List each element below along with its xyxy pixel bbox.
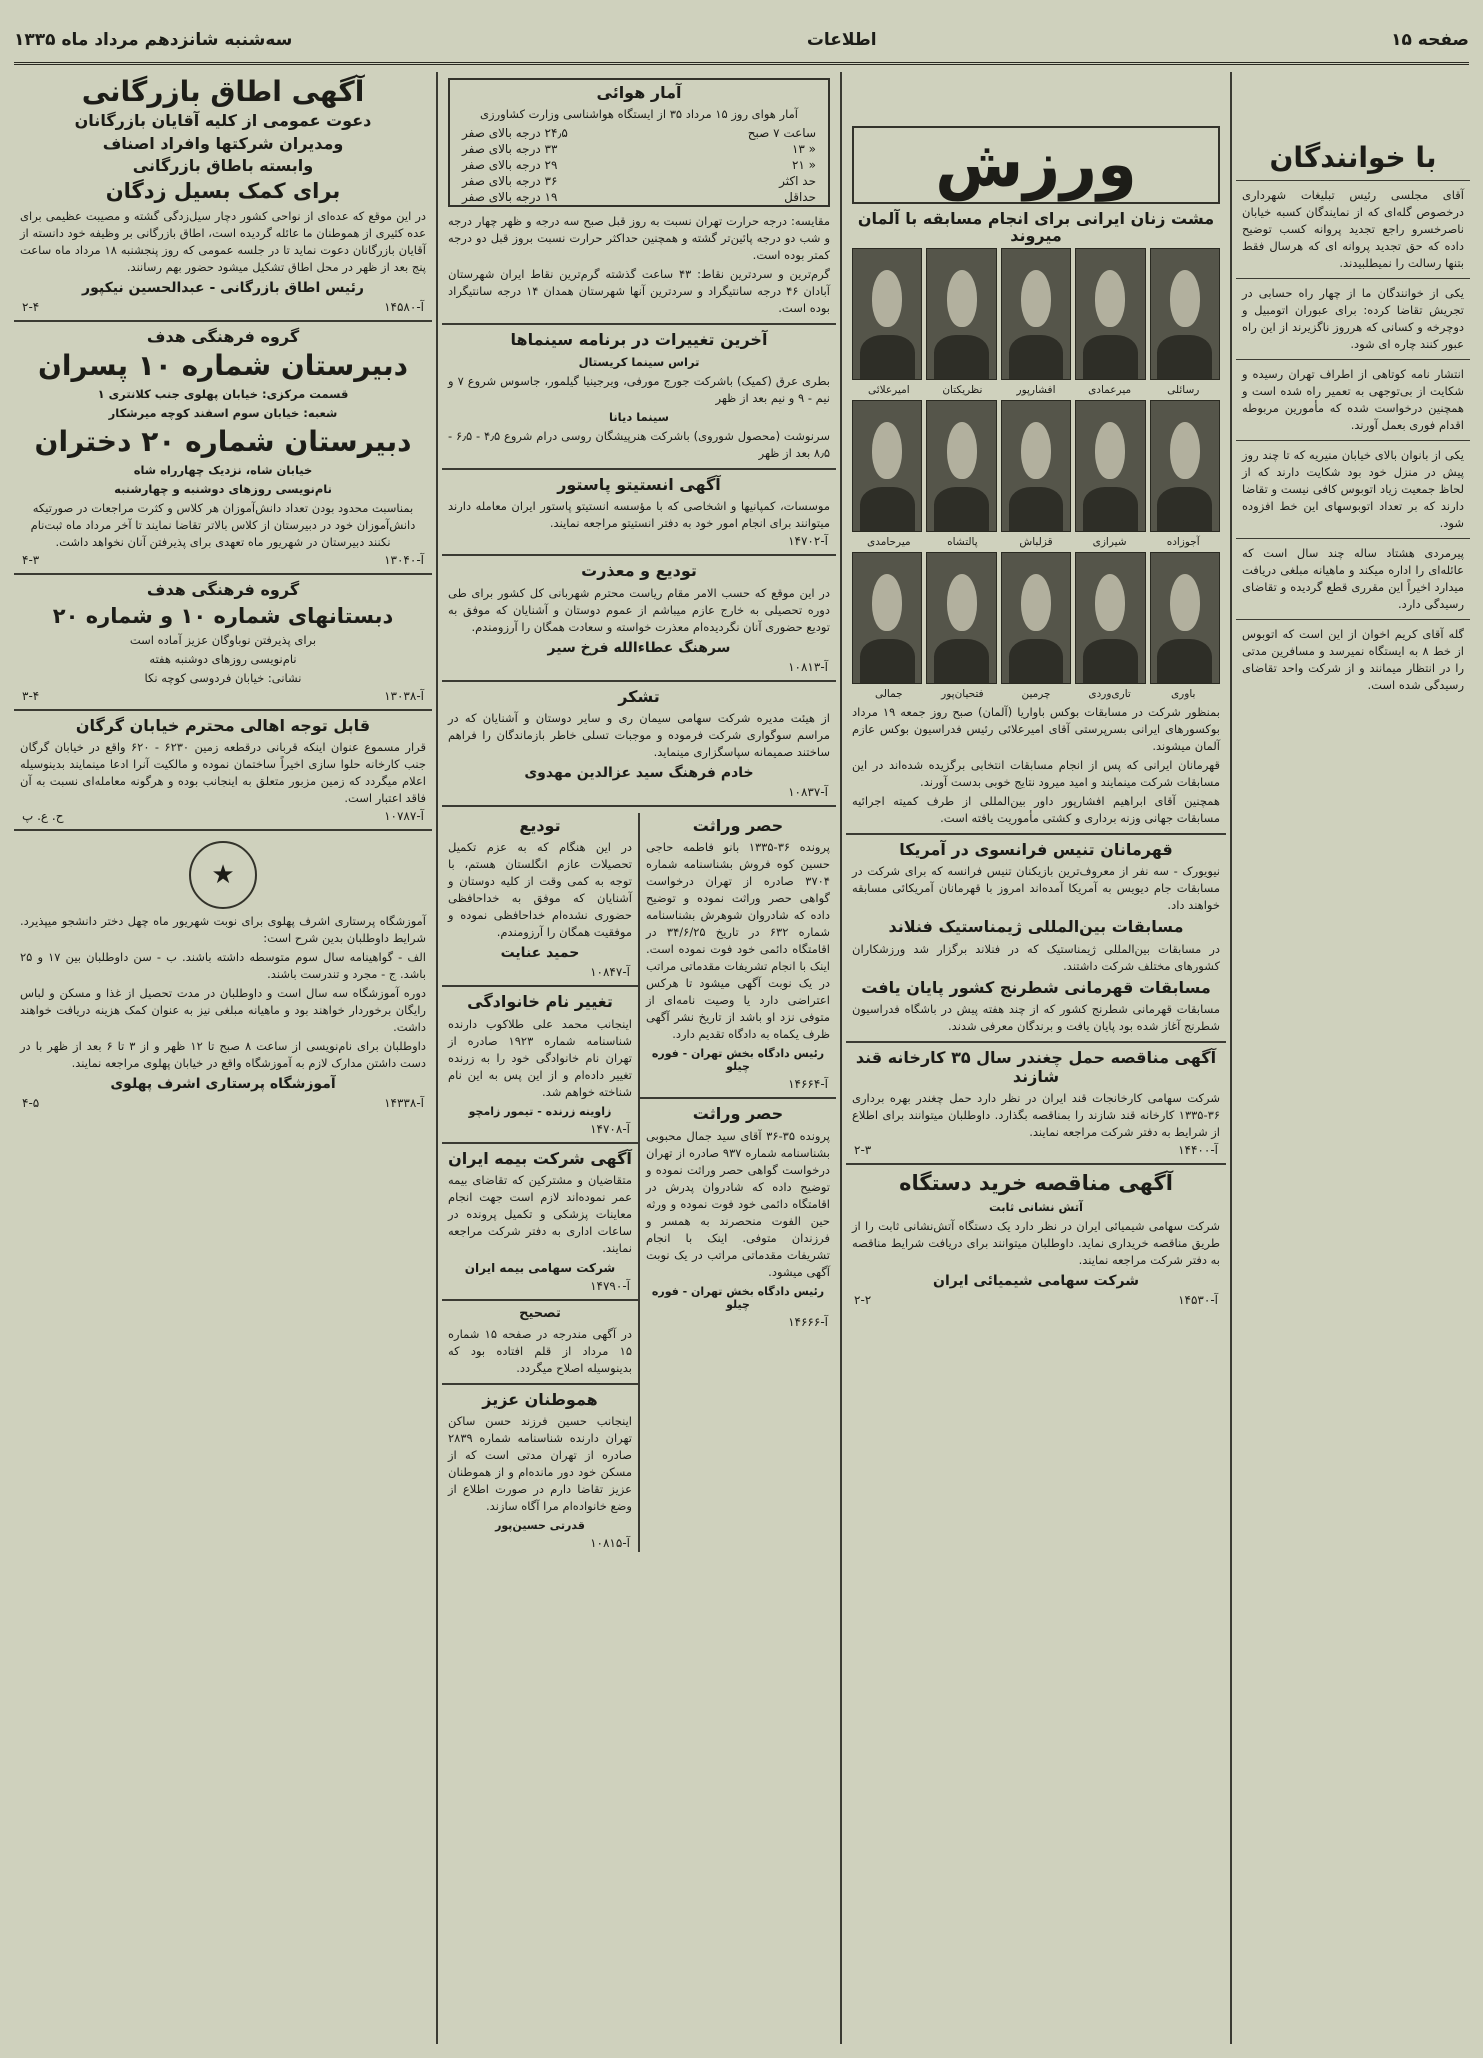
- cinema-name: سینما دیانا: [609, 409, 669, 424]
- boxer-photo: [1075, 552, 1145, 684]
- tennis-body: نیویورک - سه نفر از معروف‌ترین بازیکنان تنیس فرانسه که برای شرکت در مسابقات جام دیویس به آمریکا آمده‌اند امروز با قهرمانان آمریکائی مسابقه خواهند داد.: [852, 864, 1220, 913]
- ad-run: ۳-۴: [22, 688, 40, 703]
- boxer-name: میرحامدی: [866, 536, 911, 548]
- boxer-photo: [1075, 248, 1145, 380]
- sugar-tender-body: شرکت سهامی کارخانجات قند ایران در نظر دارد حمل چغندر بهره برداری ۳۶-۱۳۳۵ کارخانه قند شازند را بمناقصه بگذارد. داوطلبان میتوانند برای اطلاع از شرایط به دفتر شرکت مراجعه نمایند.: [852, 1090, 1220, 1139]
- gorgan-heading: قابل توجه اهالی محترم خیابان گرگان: [75, 715, 371, 735]
- school-address: شعبه: خیابان سوم اسفند کوچه میرشکار: [108, 406, 338, 421]
- cinema-program: بطری عرق (کمیک) باشرکت جورج مورفی، ویرجینیا گیلمور، جاسوس شروع ۷ و نیم - ۹ و نیم بعد از ظهر: [448, 373, 830, 405]
- gorgan-signature: ح. ع. پ: [22, 809, 64, 824]
- ad-run: ۲-۲: [854, 1293, 872, 1308]
- cinema-program: سرنوشت (محصول شوروی) باشرکت هنرپیشگان روسی درام شروع ۴٫۵ - ۶٫۵ - ۸٫۵ بعد از ظهر: [448, 428, 830, 460]
- boxer-name: پالتشاه: [947, 536, 978, 548]
- boxer-photos-row-3: [852, 552, 1220, 684]
- weather-row: « ۱۳ ۳۳ درجه بالای صفر: [462, 142, 816, 157]
- boxer-photo: [1075, 400, 1145, 532]
- boxer-name: میرعمادی: [1088, 384, 1132, 396]
- readers-item: یکی از بانوان بالای خیابان منیریه که تا چند روز پیش در منزل خود بود شکایت دارند که از لحاظ جمعیت زیاد اتوبوس کافی نیست و تقاضا دارند که بر تعداد اتوبوسهای این خط افزوده شود.: [1242, 448, 1464, 531]
- nursing-body: دوره آموزشگاه سه سال است و داوطلبان در مدت تحصیل از غذا و مسکن و لباس رایگان برخوردار خواهند بود و ماهیانه مبلغی نیز به عنوان کمک هزینه دریافت خواهند داشت.: [20, 986, 426, 1035]
- chamber-line: ومدیران شرکتها وافراد اصناف: [102, 133, 344, 153]
- boxer-photo: [852, 552, 922, 684]
- chess-heading: مسابقات قهرمانی شطرنج کشور پایان یافت: [861, 977, 1211, 997]
- chamber-heading: آگهی اطاق بازرگانی: [81, 75, 365, 108]
- hometown-signature: قدرتی حسین‌پور: [495, 1519, 585, 1533]
- ad-code: آ-۱۴۷۰۲: [788, 534, 828, 549]
- primary-school-line: نشانی: خیابان فردوسی کوچه نکا: [144, 670, 302, 685]
- device-tender-heading: آگهی مناقصه خرید دستگاه: [899, 1170, 1173, 1195]
- hometown-body: اینجانب حسین فرزند حسن ساکن تهران دارنده شناسنامه شماره ۲۸۳۹ صادره از تهران مدتی است که از مسکن خود دور مانده‌ام و از هموطنان عزیز تقاضا دارم در صورت اطلاع از وضع خانواده‌ام مرا آگاه سازند.: [448, 1414, 632, 1514]
- namechange-signature: زاوینه زرنده - تیمور زامچو: [468, 1104, 612, 1118]
- weather-row: حد اکثر ۳۶ درجه بالای صفر: [462, 174, 816, 189]
- boxer-name: تاری‌وردی: [1088, 688, 1131, 700]
- ad-code: آ-۱۳۰۳۸: [384, 688, 424, 703]
- sports-body: قهرمانان ایرانی که پس از انجام مسابقات انتخابی برگزیده شده‌اند در این مسابقات شرکت مینمایند و امید میرود نتایج خوبی بدست آورند.: [852, 758, 1220, 789]
- boxer-photo: [1001, 248, 1071, 380]
- weather-compare: مقایسه: درجه حرارت تهران نسبت به روز قبل صبح سه درجه و ظهر چهار درجه و شب دو درجه پائین‌تر گشته و همچنین حداکثر حرارت نسبت بروز قبل دو درجه کمتر بوده است.: [448, 214, 830, 263]
- nursing-signature: آموزشگاه پرستاری اشرف پهلوی: [110, 1076, 336, 1093]
- readers-item: آقای مجلسی رئیس تبلیغات شهرداری درخصوص گله‌ای که از نمایندگان کسبه خیابان ناصرخسرو راجع تجدید پروانه کسب توضیح داده که حق تجدید پروانه ای که هرسال فقط بتنها رسالت را نمیطلبیدند.: [1242, 188, 1464, 271]
- school-name: دبیرستان شماره ۱۰ پسران: [38, 348, 408, 382]
- ad-code: آ-۱۰۸۱۳: [788, 659, 828, 674]
- issue-date: سه‌شنبه شانزدهم مرداد ماه ۱۳۳۵: [14, 30, 293, 50]
- chamber-cause: برای کمک بسیل زدگان: [105, 179, 341, 204]
- notices-subcolumn-right: [640, 813, 836, 1553]
- boxer-name: آجوزاده: [1166, 536, 1200, 548]
- ad-code: آ-۱۰۸۳۷: [788, 784, 828, 799]
- boxer-photo: [926, 248, 996, 380]
- device-tender-body: شرکت سهامی شیمیائی ایران در نظر دارد یک دستگاه آتش‌نشانی ثابت را از طریق مناقصه خریداری نماید. داوطلبان میتوانند برای دریافت شرایط مناقصه به دفتر شرکت مراجعه نمایند.: [852, 1219, 1220, 1268]
- weather-row: حداقل ۱۹ درجه بالای صفر: [462, 190, 816, 205]
- chamber-signature: رئیس اطاق بازرگانی - عبدالحسین نیکپور: [82, 279, 364, 296]
- finland-body: در مسابقات بین‌المللی ژیمناستیک که در فنلاند برگزار شد ورزشکاران کشورهای مختلف شرکت داشتند.: [852, 941, 1220, 973]
- boxer-name: شیرازی: [1092, 536, 1127, 548]
- boxer-photos-row-1: [852, 248, 1220, 380]
- device-tender-signature: شرکت سهامی شیمیائی ایران: [933, 1273, 1139, 1290]
- farewell-heading: تودیع و معذرت: [581, 561, 697, 581]
- boxer-photo: [926, 552, 996, 684]
- insurance-heading: آگهی شرکت بیمه ایران: [448, 1148, 632, 1168]
- ad-run: ۲-۴: [22, 299, 40, 314]
- school-registration: نام‌نویسی روزهای دوشنبه و چهارشنبه: [114, 482, 332, 497]
- ad-run: ۲-۳: [854, 1142, 872, 1157]
- page-header: [14, 18, 1469, 65]
- readers-column: [1236, 72, 1470, 2044]
- ad-run: ۴-۵: [22, 1096, 40, 1111]
- ad-code: آ-۱۴۴۰۰: [1178, 1142, 1218, 1157]
- school-body: بمناسبت محدود بودن تعداد دانش‌آموزان هر کلاس و کثرت مراجعات در صورتیکه دانش‌آموزان خود در دبیرستان از کلاس بالاتر تقاضا نمایند تا آخر مرداد ماه ثبت‌نام نکنند دبیرستان در شهریور ماه تعهدی برای پذیرفتن آنان نخواهد داشت.: [30, 501, 416, 550]
- ad-code: آ-۱۴۵۳۰: [1178, 1293, 1218, 1308]
- nursing-body: داوطلبان برای نام‌نویسی از ساعت ۸ صبح تا ۱۲ ظهر و از ۳ تا ۶ بعد از ظهر با در دست داشتن مدارک لازم به آموزشگاه واقع در خیابان پهلوی مراجعه نمایند.: [20, 1039, 426, 1071]
- chess-body: مسابقات قهرمانی شطرنج کشور که از چند هفته پیش در باشگاه فدراسیون شطرنج آغاز شده بود پایان یافت و برندگان معرفی شدند.: [852, 1002, 1220, 1034]
- boxer-name: قزلباش: [1019, 536, 1053, 548]
- primary-school-line: نام‌نویسی روزهای دوشنبه هفته: [149, 651, 297, 666]
- farewell2-body: در این هنگام که به عزم تکمیل تحصیلات عازم انگلستان هستم، با توجه به کمی وقت از کلیه دوستان و آشنایان که موفق به خداحافظی حضوری نشده‌ام خداحافظی نموده و موفقیت همگان را آرزومندم.: [448, 840, 632, 940]
- sports-column: [846, 72, 1226, 2044]
- notices-subcolumns: [442, 813, 836, 1553]
- ad-code: آ-۱۴۳۳۸: [384, 1096, 424, 1111]
- weather-intro: آمار هوای روز ۱۵ مرداد ۳۵ از ایستگاه هواشناسی وزارت کشاورزی: [480, 107, 798, 122]
- boxer-photo: [1150, 552, 1220, 684]
- thanks-body: از هیئت مدیره شرکت سهامی سیمان ری و سایر دوستان و آشنایان که در مراسم سوگواری شرکت فرموده و موجبات تسلی خاطر بازماندگان را فراهم ساختند صمیمانه سپاسگزاری مینماید.: [448, 710, 830, 759]
- boxer-photo: [852, 400, 922, 532]
- farewell-body: در این موقع که حسب الامر مقام ریاست محترم شهربانی کل کشور برای طی دوره تحصیلی به خارج عازم میباشم از عموم دوستان و آشنایان که موفق به تودیع حضوری آنان نگردیده‌ام معذرت خواسته و سعادت همگان را آرزومندم.: [448, 585, 830, 634]
- boxer-name: چرمین: [1021, 688, 1051, 700]
- weather-row: ساعت ۷ صبح ۲۴٫۵ درجه بالای صفر: [462, 126, 816, 141]
- cinema-name: تراس سینما کریستال: [578, 354, 700, 369]
- sports-body: بمنظور شرکت در مسابقات بوکس باواریا (آلمان) صبح روز جمعه ۱۹ مرداد بوکسورهای ایرانی بسرپرستی آقای امیرعلائی رئیس فدراسیون بوکس عازم آلمان میشوند.: [852, 705, 1220, 753]
- newspaper-name: اطلاعات: [806, 30, 877, 50]
- namechange-body: اینجانب محمد علی طلاکوب دارنده شناسنامه شماره ۱۹۲۳ صادره از تهران نام خانوادگی خود را به زرنده تغییر داده‌ام و از این پس به این نام شناخته خواهم شد.: [448, 1016, 632, 1099]
- school-name: دبیرستان شماره ۲۰ دختران: [34, 425, 412, 459]
- boxer-photos-row-2: [852, 400, 1220, 532]
- farewell2-signature: حمید عنایت: [500, 945, 580, 962]
- primary-school-line: برای پذیرفتن نوباوگان عزیز آماده است: [129, 632, 317, 647]
- farewell2-heading: تودیع: [519, 815, 561, 835]
- boxer-names-row-2: [852, 536, 1220, 548]
- readers-item: انتشار نامه کوتاهی از اطراف تهران رسیده و شکایت از بی‌توجهی به تعمیر راه شده است و همچنین درخواست شده که مأمورین مربوطه اقدام فوری بعمل آورند.: [1242, 367, 1464, 433]
- sports-body: همچنین آقای ابراهیم افشارپور داور بین‌المللی از طرف کمیته اجرائیه مسابقات جهانی وزنه برداری و کشتی مأموریت یافته است.: [852, 794, 1220, 825]
- thanks-heading: تشکر: [618, 686, 660, 706]
- cinema-heading: آخرین تغییرات در برنامه سینماها: [510, 330, 768, 350]
- boxer-name: نظریکتان: [942, 384, 983, 396]
- inheritance-signature: رئیس دادگاه بخش تهران - فوره چیلو: [651, 1047, 825, 1074]
- inheritance-signature: رئیس دادگاه بخش تهران - فوره چیلو: [651, 1284, 825, 1311]
- notices-column: [442, 72, 836, 2044]
- insurance-body: متقاضیان و مشترکین که تقاضای بیمه عمر نموده‌اند لازم است جهت انجام معاینات پزشکی و تکمیل پرونده در ساعات اداری به دفتر شرکت مراجعه نمایند.: [448, 1173, 632, 1256]
- finland-heading: مسابقات بین‌المللی ژیمناستیک فنلاند: [888, 917, 1184, 937]
- hadaf-org: گروه فرهنگی هدف: [146, 580, 300, 600]
- ad-code: آ-۱۴۶۶۶: [788, 1314, 828, 1329]
- namechange-heading: تغییر نام خانوادگی: [467, 992, 613, 1012]
- boxer-photo: [1001, 400, 1071, 532]
- hometown-heading: هموطنان عزیز: [482, 1390, 598, 1410]
- boxer-name: امیرعلائی: [867, 384, 910, 396]
- nursing-body: آموزشگاه پرستاری اشرف پهلوی برای نوبت شهریور ماه چهل دختر دانشجو میپذیرد. شرایط داوطلبان بدین شرح است:: [20, 914, 426, 946]
- device-tender-subtitle: آتش نشانی ثابت: [989, 1200, 1083, 1215]
- readers-item: پیرمردی هشتاد ساله چند سال است که عائله‌ای را اداره میکند و ماهیانه مبلغی دریافت میدارد اخیراً این مقرری قطع گردیده و تقاضای رسیدگی دارد.: [1242, 546, 1464, 612]
- inheritance-heading: حصر وراثت: [692, 1104, 784, 1124]
- boxer-name: باوری: [1170, 688, 1196, 700]
- inheritance-body: پرونده ۳۶-۱۳۳۵ بانو فاطمه حاجی حسین کوه فروش بشناسنامه شماره ۳۷۰۴ صادره از تهران درخواست گواهی حصر وراثت نموده و توضیح داده که شادروان شوهرش بشناسنامه شماره ۶۳۲ در تاریخ ۳۴/۶/۲۵ در اقامتگاه دائمی خود فوت نموده است. اینک با انجام تشریفات مقدماتی مراتب در یک نوبت آگهی میشود تا هرکس اعتراضی دارد یا وصیت نامه‌ای از متوفی نزد او باشد از تاریخ نشر آگهی ظرف یکماه به دادگاه تقدیم دارد.: [646, 840, 830, 1042]
- boxer-names-row-3: [852, 688, 1220, 700]
- weather-heading: آمار هوائی: [596, 83, 682, 102]
- ad-code: آ-۱۰۷۸۷: [384, 809, 424, 824]
- ads-column: [14, 72, 432, 2044]
- boxer-photo: [1150, 248, 1220, 380]
- weather-box: [448, 78, 830, 207]
- chamber-body: در این موقع که عده‌ای از نواحی کشور دچار سیل‌زدگی گشته و مصیبت عظیمی برای عده کثیری از هموطنان ما عائله گردیده است، اطاق بازرگانی بر وظیفه خود دانسته از آقایان بازرگانان دعوت نماید تا در جلسه عمومی که روز پنجشنبه ۱۸ مرداد ماه ساعت پنج بعد از ظهر در محل اطاق تشکیل میشود حضور بهم رسانند.: [20, 208, 426, 274]
- readers-item: گله آقای کریم اخوان از این است که اتوبوس از خط ۸ به ایستگاه نمیرسد و مسافرین مدتی را در انتظار میمانند و از شرکت واحد تقاضای رسیدگی شده است.: [1242, 627, 1464, 693]
- crown-emblem-icon: ★: [189, 841, 257, 909]
- sports-subtitle: مشت زنان ایرانی برای انجام مسابقه با آلمان میروند: [857, 209, 1215, 245]
- gorgan-body: قرار مسموع عنوان اینکه قربانی درقطعه زمین ۶۲۳۰ - ۶۲۰ واقع در خیابان گرگان جنب کارخانه حلوا سازی اخیراً ساختمان نموده و مالکیت آنرا ادعا مینمایند بدینوسیله اعلام میگردد که زمین مزبور متعلق به اینجانب بوده و هرگونه معامله‌ای نسبت به آن فاقد اعتبار است.: [20, 740, 427, 806]
- boxer-name: جمالی: [874, 688, 903, 700]
- readers-heading: با خوانندگان: [1269, 141, 1437, 174]
- boxer-photo: [1001, 552, 1071, 684]
- boxer-photo: [1150, 400, 1220, 532]
- ad-code: آ-۱۳۰۴۰: [384, 553, 424, 568]
- ad-code: آ-۱۴۷۹۰: [590, 1279, 630, 1294]
- sugar-tender-heading: آگهی مناقصه حمل چغندر سال ۳۵ کارخانه قند شازند: [855, 1048, 1217, 1086]
- boxer-photo: [926, 400, 996, 532]
- readers-item: یکی از خوانندگان ما از چهار راه حسابی در تجریش تقاضا کرده: برای عبوران اتومبیل و دوچرخه و کسانی که هرروز ناگزیرند از این راه عبور کنند چاره ای شود.: [1242, 286, 1464, 352]
- inheritance-body: پرونده ۳۵-۳۶ آقای سید جمال محبوبی بشناسنامه شماره ۹۳۷ صادره از تهران درخواست گواهی حصر وراثت نموده و توضیح داده که شادروان پدرش در اقامتگاه دائمی خود فوت نموده و ورثه حین الفوت منحصرند به همسر و فرزندان متوفی. اینک با انجام تشریفات مقدماتی مراتب در یک نوبت آگهی میشود.: [646, 1128, 830, 1279]
- ad-code: آ-۱۰۸۴۷: [590, 965, 630, 980]
- chamber-line: وابسته باطاق بازرگانی: [132, 155, 314, 175]
- correction-heading: تصحیح: [519, 1306, 561, 1322]
- thanks-signature: خادم فرهنگ سید عزالدین مهدوی: [524, 764, 754, 781]
- ad-run: ۴-۳: [22, 553, 40, 568]
- boxer-names-row-1: [852, 384, 1220, 396]
- hadaf-org: گروه فرهنگی هدف: [146, 326, 300, 346]
- insurance-signature: شرکت سهامی بیمه ایران: [464, 1261, 616, 1276]
- sports-logo: ورزش: [935, 128, 1137, 202]
- boxer-photo: [852, 248, 922, 380]
- boxer-name: افشارپور: [1016, 384, 1056, 396]
- boxer-name: فتحیان‌پور: [941, 688, 984, 700]
- ad-code: آ-۱۴۶۶۴: [788, 1077, 828, 1092]
- chamber-line: دعوت عمومی از کلیه آقایان بازرگانان: [74, 111, 372, 131]
- boxer-name: رسائلی: [1167, 384, 1200, 396]
- notices-subcolumn-left: [442, 813, 640, 1553]
- page-number: صفحه ۱۵: [1391, 30, 1469, 50]
- inheritance-heading: حصر وراثت: [692, 815, 784, 835]
- ad-code: آ-۱۴۷۰۸: [590, 1121, 630, 1136]
- farewell-signature: سرهنگ عطاءالله فرخ سیر: [547, 639, 731, 656]
- weather-row: « ۲۱ ۲۹ درجه بالای صفر: [462, 158, 816, 173]
- school-address: خیابان شاه، نزدیک چهارراه شاه: [133, 463, 313, 478]
- nursing-body: الف - گواهینامه سال سوم متوسطه داشته باشند. ب - سن داوطلبان بین ۱۷ و ۲۵ باشد. ج - مجرد و تندرست باشند.: [20, 950, 426, 982]
- tennis-heading: قهرمانان تنیس فرانسوی در آمریکا: [899, 840, 1173, 859]
- pasteur-heading: آگهی انستیتو پاستور: [557, 474, 721, 494]
- correction-body: در آگهی مندرجه در صفحه ۱۵ شماره ۱۵ مرداد از قلم افتاده بود که بدینوسیله اصلاح میگردد.: [448, 1327, 632, 1376]
- primary-school-name: دبستانهای شماره ۱۰ و شماره ۲۰: [52, 603, 394, 628]
- school-address: قسمت مرکزی: خیابان پهلوی جنب کلانتری ۱: [97, 387, 349, 402]
- pasteur-body: موسسات، کمپانیها و اشخاصی که با مؤسسه انستیتو پاستور ایران معامله دارند میتوانند برای انجام امور خود به دفتر انستیتو مراجعه نمایند.: [448, 499, 830, 531]
- ad-code: آ-۱۴۵۸۰: [384, 299, 424, 314]
- weather-extremes: گرم‌ترین و سردترین نقاط: ۴۳ ساعت گذشته گرم‌ترین نقاط ایران شهرستان آبادان ۴۶ درجه سانتیگراد و سردترین آنها شهرستان همدان ۱۴ درجه سانتیگراد بوده است.: [448, 267, 830, 316]
- ad-code: آ-۱۰۸۱۵: [590, 1536, 630, 1551]
